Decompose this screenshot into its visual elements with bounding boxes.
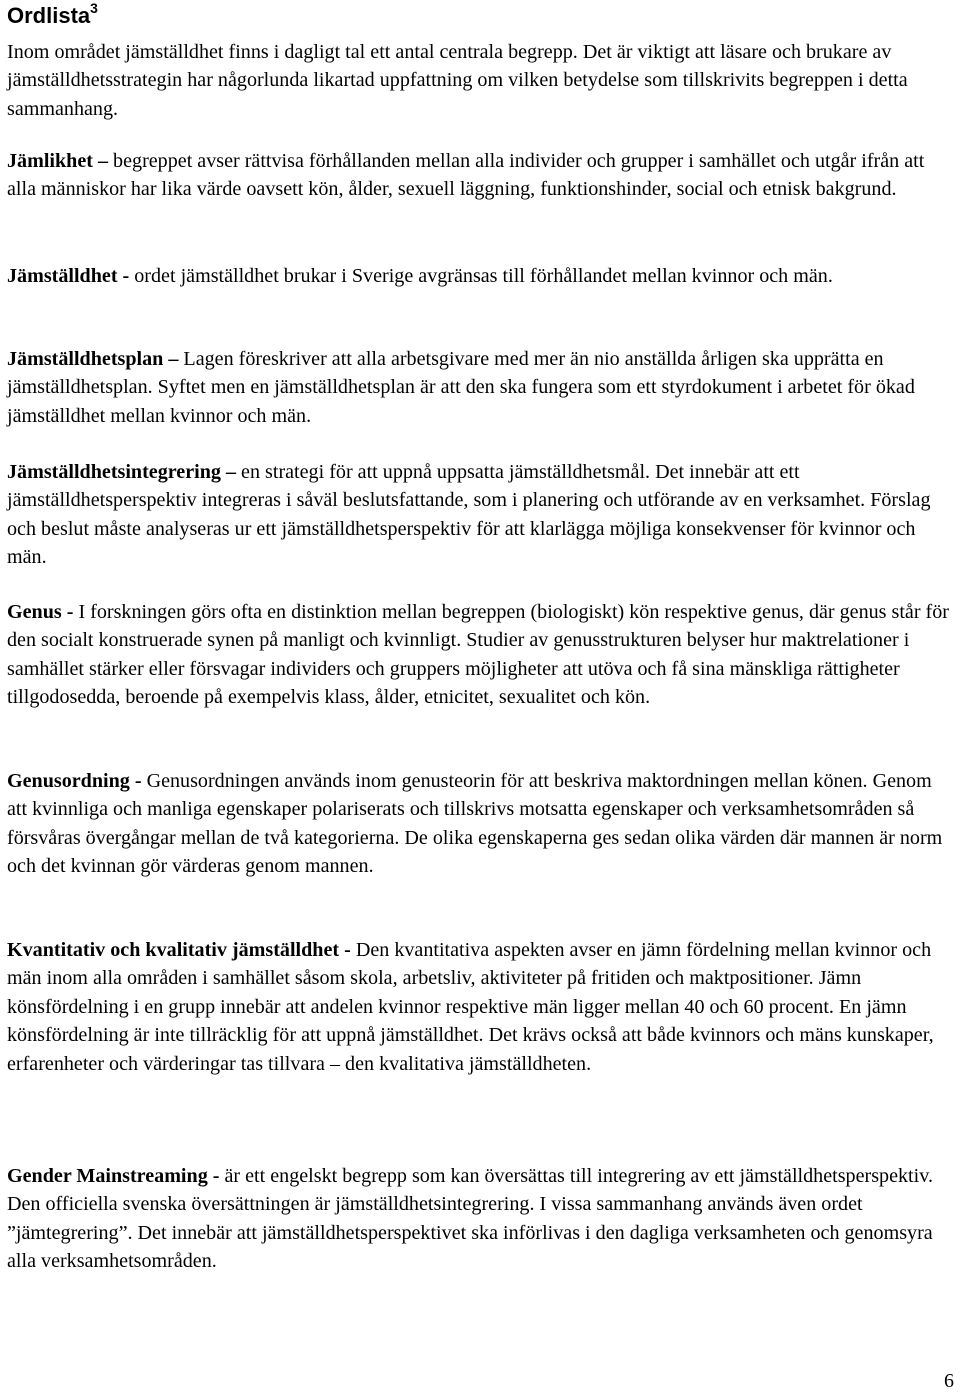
title-text: Ordlista	[7, 3, 91, 28]
entry-term: Gender Mainstreaming -	[7, 1165, 220, 1187]
entry-definition: är ett engelskt begrepp som kan översättas till integrering av ett jämställdhetsperspektiv. Den officiella svenska översättningen är jämställdhetsintegrering. I vissa sammanhang används även ordet ”jämtegrering”. Det innebär att jämställdhetsperspektivet ska införlivas i den dagliga verksamheten och genomsyra alla verksamhetsområden.	[7, 1165, 933, 1273]
footnote-reference: 3	[90, 0, 98, 16]
page-number: 6	[944, 1370, 954, 1392]
entry-definition: begreppet avser rättvisa förhållanden mellan alla individer och grupper i samhället och utgår ifrån att alla människor har lika värde oavsett kön, ålder, sexuell läggning, funktionshinder, social och etnisk bakgrund.	[7, 150, 925, 201]
entry-term: Genusordning -	[7, 770, 142, 792]
entry-term: Kvantitativ och kvalitativ jämställdhet -	[7, 939, 351, 961]
entry-term: Jämställdhet -	[7, 265, 130, 287]
entry-jamstalldhetsintegrering	[7, 458, 953, 572]
entry-term: Genus -	[7, 601, 74, 623]
entry-term: Jämställdhetsplan –	[7, 348, 179, 370]
entry-jamlikhet	[7, 147, 953, 204]
entry-gender-mainstreaming	[7, 1162, 953, 1276]
entry-jamstalldhet	[7, 262, 953, 290]
entry-definition: Lagen föreskriver att alla arbetsgivare med mer än nio anställda årligen ska upprätta en jämställdhetsplan. Syftet men en jämställdhetsplan är att den ska fungera som ett styrdokument i arbetet för ökad jämställdhet mellan kvinnor och män.	[7, 348, 915, 427]
entry-genusordning	[7, 767, 953, 881]
intro-paragraph: Inom området jämställdhet finns i dagligt tal ett antal centrala begrepp. Det är viktigt att läsare och brukare av jämställdhetsstrategin har någorlunda likartad uppfattning om vilken betydelse som tillskrivits begreppen i detta sammanhang.	[7, 41, 908, 120]
entry-definition: en strategi för att uppnå uppsatta jämställdhetsmål. Det innebär att ett jämställdhetsperspektiv integreras i såväl beslutsfattande, som i planering och utförande av en verksamhet. Förslag och beslut måste analyseras ur ett jämställdhetsperspektiv för att klarlägga möjliga konsekvenser för kvinnor och män.	[7, 461, 931, 569]
page-title	[7, 2, 98, 30]
entry-definition: Den kvantitativa aspekten avser en jämn fördelning mellan kvinnor och män inom alla områden i samhället såsom skola, arbetsliv, aktiviteter på fritiden och maktpositioner. Jämn könsfördelning i en grupp innebär att andelen kvinnor respektive män ligger mellan 40 och 60 procent. En jämn könsfördelning är inte tillräcklig för att uppnå jämställdhet. Det krävs också att både kvinnors och mäns kunskaper, erfarenheter och värderingar tas tillvara – den kvalitativa jämställdheten.	[7, 939, 934, 1075]
entry-kvantitativ-kvalitativ	[7, 936, 953, 1078]
entry-definition: Genusordningen används inom genusteorin för att beskriva maktordningen mellan könen. Genom att kvinnliga och manliga egenskaper polariserats och tillskrivs motsatta egenskaper och verksamhetsområden så försvåras övergångar mellan de två kategorierna. De olika egenskaperna ges sedan olika värden där mannen är norm och det kvinnan gör värderas genom mannen.	[7, 770, 943, 878]
entry-term: Jämlikhet –	[7, 150, 109, 172]
entry-genus	[7, 598, 953, 712]
entry-term: Jämställdhetsintegrering –	[7, 461, 237, 483]
entry-definition: ordet jämställdhet brukar i Sverige avgränsas till förhållandet mellan kvinnor och män.	[129, 265, 833, 287]
entry-definition: I forskningen görs ofta en distinktion mellan begreppen (biologiskt) kön respektive genus, där genus står för den socialt konstruerade synen på manligt och kvinnligt. Studier av genusstrukturen belyser hur maktrelationer i samhället stärker eller försvagar individers och gruppers möjligheter att utöva och få sina mänskliga rättigheter tillgodosedda, beroende på exempelvis klass, ålder, etnicitet, sexualitet och kön.	[7, 601, 949, 709]
entry-jamstalldhetsplan	[7, 345, 953, 430]
